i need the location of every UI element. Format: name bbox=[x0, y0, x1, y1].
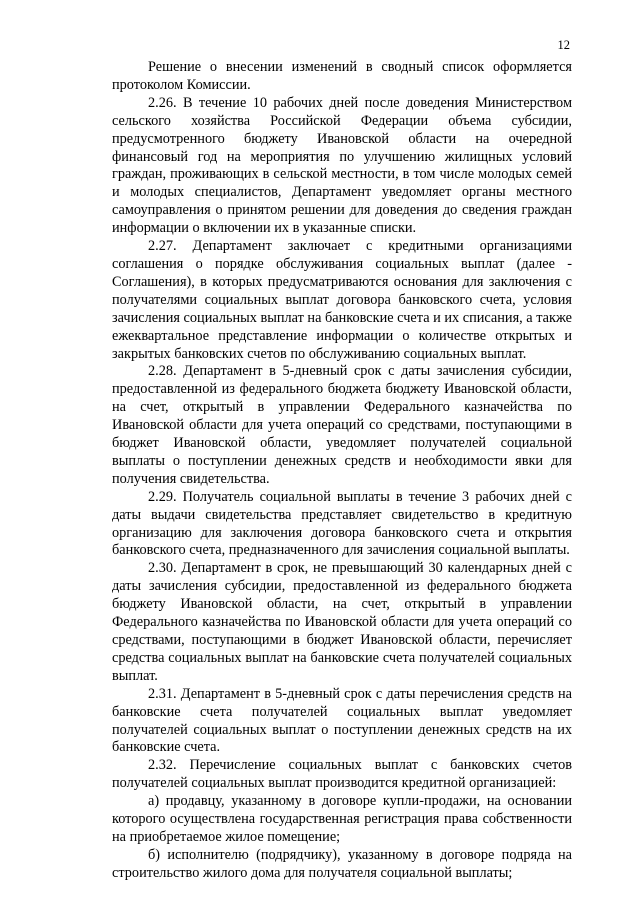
paragraph-2-26: 2.26. В течение 10 рабочих дней после доведения Министерством сельского хозяйства Российской Федерации объема субсидии, предусмотренного бюджету Ивановской области на очередной финансовый год на мероприятия по улучшению жилищных условий граждан, проживающих в сельской местности, в том числе молодых семей и молодых специалистов, Департамент уведомляет органы местного самоуправления о принятом решении для доведения до сведения граждан информации о включении их в указанные списки. bbox=[112, 94, 572, 237]
page-number: 12 bbox=[557, 38, 570, 52]
paragraph-2-30: 2.30. Департамент в срок, не превышающий 30 календарных дней с даты зачисления субсидии, предоставленной из федерального бюджета бюджету Ивановской области, на счет, открытый в управлении Федерального казначейства по Ивановской области для учета операций со средствами, поступающими в бюджет Ивановской области, перечисляет средства социальных выплат на банковские счета получателей социальных выплат. bbox=[112, 560, 572, 684]
paragraph-2-27: 2.27. Департамент заключает с кредитными организациями соглашения о порядке обслуживания социальных выплат (далее - Соглашения), в которых предусматриваются основания для заключения с получателями социальных выплат договора банковского счета, условия зачисления социальных выплат на банковские счета и их списания, а также ежеквартальное представление информации о количестве открытых и закрытых банковских счетов по обслуживанию социальных выплат. bbox=[112, 238, 572, 362]
list-item-b: б) исполнителю (подрядчику), указанному в договоре подряда на строительство жилого дома для получателя социальной выплаты; bbox=[112, 846, 572, 881]
paragraph-2-29: 2.29. Получатель социальной выплаты в течение 3 рабочих дней с даты выдачи свидетельства представляет свидетельство в кредитную организацию для заключения договора банковского счета и открытия банковского счета, предназначенного для зачисления социальной выплаты. bbox=[112, 488, 572, 559]
list-item-a: а) продавцу, указанному в договоре купли-продажи, на основании которого осуществлена государственная регистрация права собственности на приобретаемое жилое помещение; bbox=[112, 793, 572, 845]
paragraph-2-31: 2.31. Департамент в 5-дневный срок с даты перечисления средств на банковские счета получателей социальных выплат уведомляет получателей социальных выплат о поступлении денежных средств на их банковские счета. bbox=[112, 685, 572, 756]
paragraph-2-28: 2.28. Департамент в 5-дневный срок с даты зачисления субсидии, предоставленной из федерального бюджета бюджету Ивановской области, на счет, открытый в управлении Федерального казначейства по Ивановской области для учета операций со средствами, поступающими в бюджет Ивановской области, уведомляет получателей социальной выплаты о поступлении денежных средств и необходимости явки для получения свидетельства. bbox=[112, 363, 572, 487]
document-body bbox=[112, 59, 572, 883]
paragraph-commission-protocol: Решение о внесении изменений в сводный список оформляется протоколом Комиссии. bbox=[112, 59, 572, 93]
paragraph-2-32: 2.32. Перечисление социальных выплат с банковских счетов получателей социальных выплат производится кредитной организацией: bbox=[112, 757, 572, 792]
